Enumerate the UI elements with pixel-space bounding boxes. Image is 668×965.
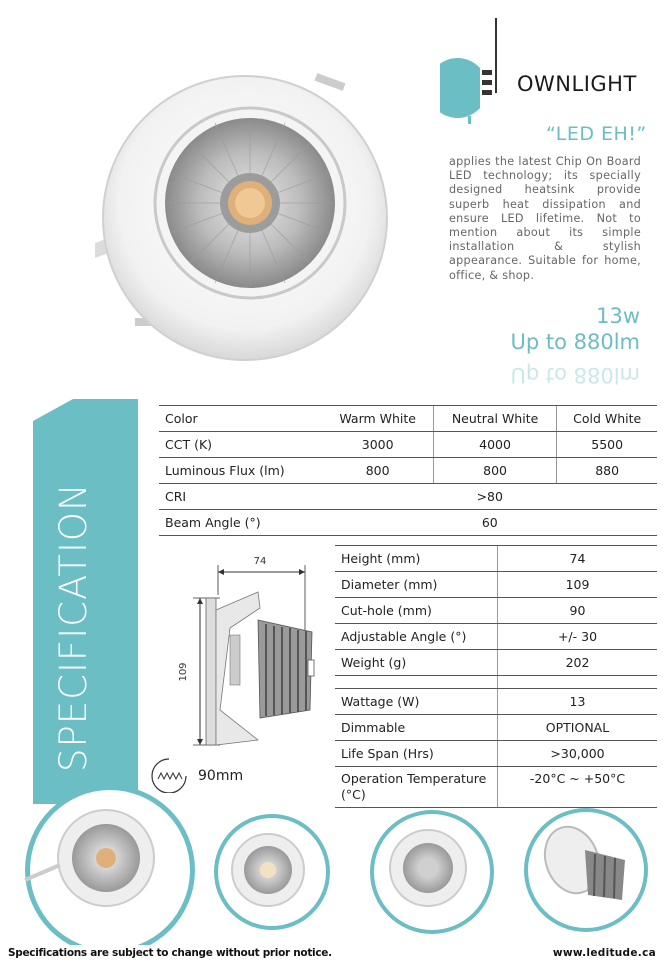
- table-cell: CRI: [159, 484, 323, 510]
- table-cell: Operation Temperature (°C): [335, 767, 498, 808]
- table-cell: Adjustable Angle (°): [335, 624, 498, 650]
- table-row: [159, 432, 657, 458]
- table-cell: 109: [498, 572, 658, 598]
- height-dimension-label: 109: [178, 662, 189, 682]
- table-cell: 13: [498, 689, 658, 715]
- product-photo-strip: [0, 770, 668, 945]
- table-row: [335, 598, 657, 624]
- table-cell: +/- 30: [498, 624, 658, 650]
- physical-spec-table: [335, 545, 657, 808]
- table-cell: Beam Angle (°): [159, 510, 323, 536]
- table-cell: 4000: [433, 432, 557, 458]
- product-photo-1: [25, 785, 195, 945]
- table-cell: Dimmable: [335, 715, 498, 741]
- lumen-headline: Up to 880lm: [510, 330, 640, 354]
- table-cell: 5500: [557, 432, 657, 458]
- product-description: applies the latest Chip On Board LED technology; its specially designed heatsink provide superb heat dissipation and ensure LED lifetime. Not to mention about its simple installation & stylish appearance. Suitable for home, office, & shop.: [449, 155, 641, 282]
- table-cell: -20°C ~ +50°C: [498, 767, 658, 808]
- table-spacer: [335, 676, 657, 689]
- table-row: [159, 458, 657, 484]
- table-row: [335, 689, 657, 715]
- lumen-reflection: Up to 880lm: [510, 363, 640, 387]
- brand-logo-icon: [440, 18, 520, 128]
- table-row: [335, 741, 657, 767]
- table-cell: Diameter (mm): [335, 572, 498, 598]
- table-cell: 880: [557, 458, 657, 484]
- table-cell: 74: [498, 546, 658, 572]
- product-photo-2: [214, 814, 330, 930]
- table-row: [159, 484, 657, 510]
- footer-website-link[interactable]: www.leditude.ca: [552, 947, 656, 959]
- specification-banner-label: SPECIFICATION: [52, 482, 95, 772]
- table-cell: 3000: [323, 432, 434, 458]
- table-cell: 90: [498, 598, 658, 624]
- table-cell: CCT (K): [159, 432, 323, 458]
- footer-disclaimer: Specifications are subject to change without prior notice.: [8, 947, 332, 959]
- table-cell: Weight (g): [335, 650, 498, 676]
- table-cell: Height (mm): [335, 546, 498, 572]
- table-header: Neutral White: [433, 406, 557, 432]
- brand-logo-text: OWNLIGHT: [517, 72, 637, 96]
- table-row: [335, 546, 657, 572]
- table-cell: >30,000: [498, 741, 658, 767]
- dimension-drawing: [160, 550, 335, 755]
- width-dimension-label: 74: [253, 556, 267, 567]
- table-cell: Life Span (Hrs): [335, 741, 498, 767]
- table-cell: 800: [433, 458, 557, 484]
- brand-tagline: “LED EH!”: [546, 123, 647, 145]
- wattage-headline: 13w: [596, 304, 640, 328]
- table-cell: 60: [323, 510, 657, 536]
- color-spec-table: [159, 405, 657, 536]
- table-cell: OPTIONAL: [498, 715, 658, 741]
- table-cell: >80: [323, 484, 657, 510]
- table-cell: 202: [498, 650, 658, 676]
- table-row: [159, 406, 657, 432]
- table-cell: Luminous Flux (lm): [159, 458, 323, 484]
- product-hero-image: [95, 68, 395, 368]
- table-header: Cold White: [557, 406, 657, 432]
- table-header: Warm White: [323, 406, 434, 432]
- product-photo-3: [370, 810, 494, 934]
- table-row: [335, 715, 657, 741]
- table-cell: Wattage (W): [335, 689, 498, 715]
- cut-hole-label: 90mm: [198, 768, 244, 784]
- table-row: [335, 650, 657, 676]
- table-row: [335, 624, 657, 650]
- table-row: [335, 572, 657, 598]
- product-photo-4: [524, 808, 648, 932]
- table-cell: Cut-hole (mm): [335, 598, 498, 624]
- table-cell: 800: [323, 458, 434, 484]
- table-header: Color: [159, 406, 323, 432]
- table-row: [159, 510, 657, 536]
